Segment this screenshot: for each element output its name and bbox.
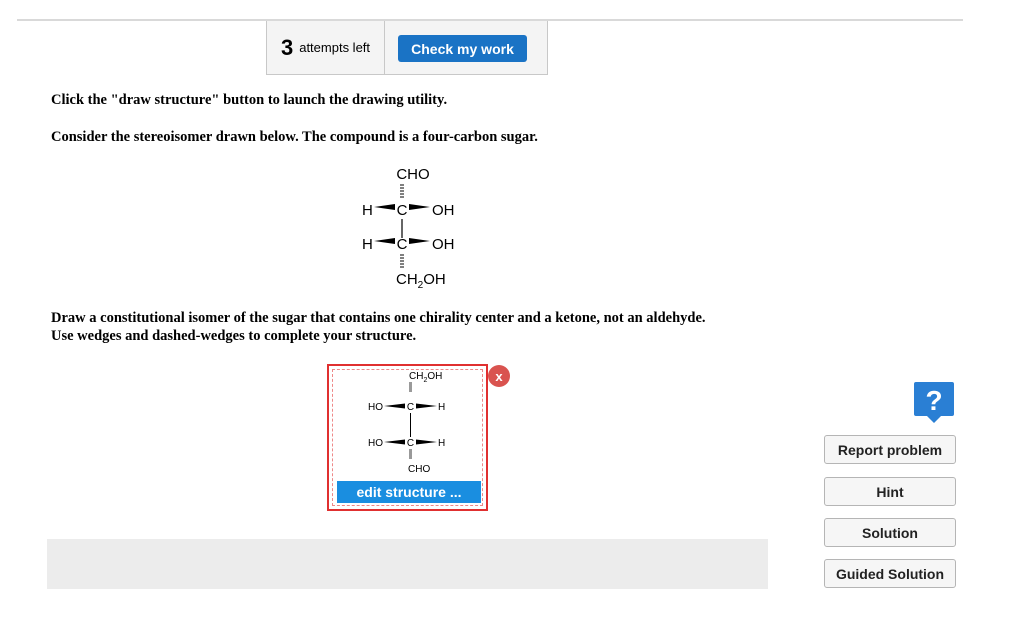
given-bottom-group: $CH_2OH$	[396, 271, 446, 291]
given-structure	[350, 160, 470, 292]
answer-top-group: $CH_2OH$	[409, 371, 443, 384]
given-row1-right: OH	[432, 202, 455, 219]
answer-row2-right: H	[438, 438, 446, 449]
answer-row1-carbon: C	[406, 402, 415, 413]
answer-drawing-area[interactable]	[327, 364, 488, 511]
edit-structure-button[interactable]: edit structure ...	[337, 481, 481, 503]
wedge-bond	[384, 404, 405, 409]
help-question-icon[interactable]	[913, 380, 955, 424]
help-mark: ?	[925, 385, 943, 416]
wedge-bond	[409, 204, 430, 210]
wedge-bond	[374, 238, 395, 244]
attempts-toolbar	[266, 21, 548, 75]
dashed-bond-top	[400, 185, 404, 197]
instruction-stereoisomer: Consider the stereoisomer drawn below. The compound is a four-carbon sugar.	[51, 129, 538, 145]
wedge-bond	[384, 440, 405, 445]
hint-button[interactable]: Hint	[824, 477, 956, 506]
dashed-bond-bottom	[409, 450, 412, 458]
attempts-label: attempts left	[299, 40, 371, 55]
wedge-bond	[409, 238, 430, 244]
given-top-group: CHO	[396, 166, 430, 183]
dashed-bond-top	[409, 383, 412, 391]
given-row1-carbon: C	[396, 202, 408, 219]
answer-structure	[359, 368, 459, 480]
dashed-bond-bottom	[400, 255, 404, 267]
feedback-panel	[47, 539, 768, 589]
wedge-bond	[374, 204, 395, 210]
instruction-isomer: Draw a constitutional isomer of the sugar that contains one chirality center and a ketone, not an aldehyde. Use wedges and dashed-wedges to complete your structure.	[51, 310, 706, 344]
given-row2-left: H	[362, 236, 373, 253]
report-problem-button[interactable]: Report problem	[824, 435, 956, 464]
answer-row2-carbon: C	[406, 438, 415, 449]
check-my-work-button[interactable]: Check my work	[398, 35, 527, 62]
given-row2-right: OH	[432, 236, 455, 253]
answer-row1-left: HO	[368, 402, 383, 413]
given-row2-carbon: C	[396, 236, 408, 253]
instruction-launch: Click the "draw structure" button to launch the drawing utility.	[51, 92, 448, 108]
wedge-bond	[416, 404, 437, 409]
remove-structure-close-icon[interactable]: x	[488, 365, 510, 387]
given-row1-left: H	[362, 202, 373, 219]
wedge-bond	[416, 440, 437, 445]
answer-bottom-group: CHO	[408, 464, 431, 475]
solution-button[interactable]: Solution	[824, 518, 956, 547]
guided-solution-button[interactable]: Guided Solution	[824, 559, 956, 588]
answer-row1-right: H	[438, 402, 446, 413]
attempts-counter	[267, 21, 385, 74]
attempts-count: 3	[280, 34, 294, 60]
answer-row2-left: HO	[368, 438, 383, 449]
